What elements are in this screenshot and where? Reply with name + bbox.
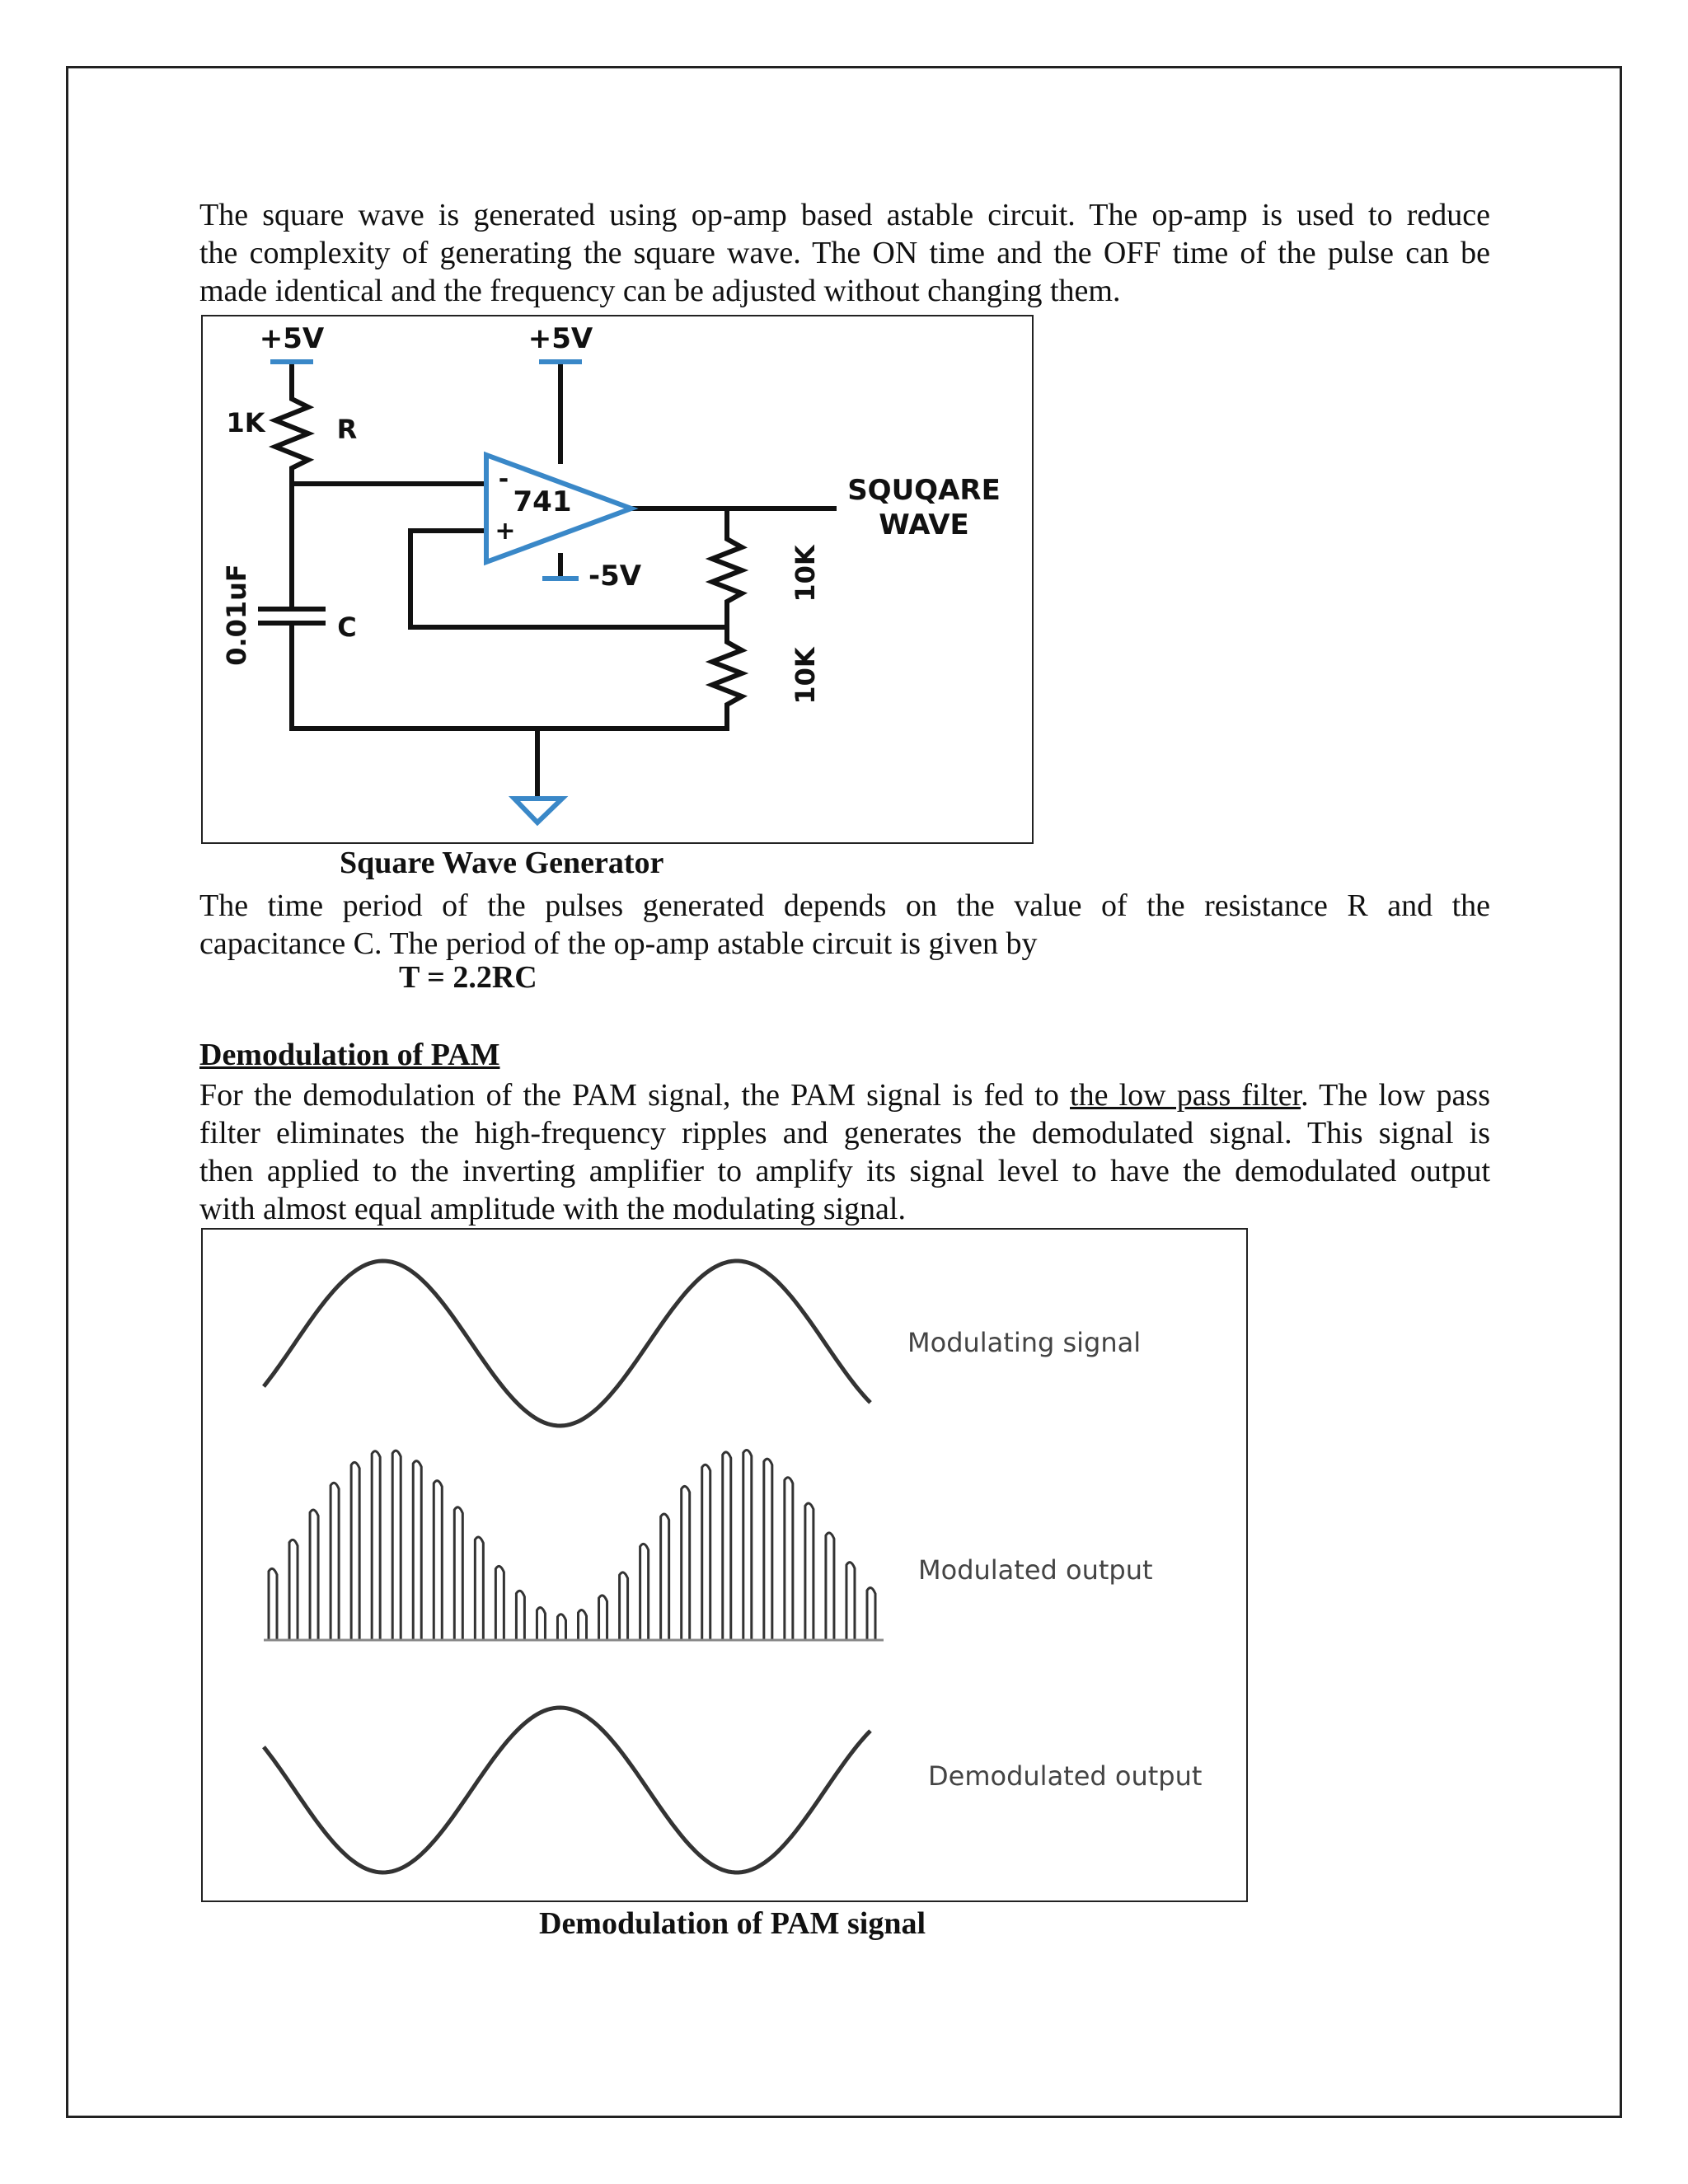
pam-pulse <box>743 1450 752 1640</box>
square-wave-generator-schematic <box>203 316 1032 842</box>
pam-waveforms <box>203 1230 1246 1900</box>
modulating-signal-wave <box>264 1261 870 1426</box>
waveform-caption: Demodulation of PAM signal <box>539 1906 926 1941</box>
waveform-figure <box>201 1228 1248 1902</box>
capacitor-value-label: 0.01uF <box>221 564 252 666</box>
pam-pulse <box>805 1503 814 1640</box>
pam-pulse <box>310 1510 318 1640</box>
circuit-figure <box>201 315 1034 844</box>
pam-pulse <box>351 1462 359 1640</box>
demod-line-1-end: . The low pass <box>1301 1078 1490 1113</box>
pam-pulse <box>599 1596 607 1640</box>
pam-pulse <box>557 1615 565 1640</box>
pam-pulse <box>867 1588 875 1640</box>
output-label-line-1: SQUQARE <box>847 474 1001 507</box>
pam-pulse <box>495 1566 504 1640</box>
demodulated-output-wave <box>264 1708 870 1872</box>
output-label-line-2: WAVE <box>879 509 969 541</box>
pam-pulse <box>413 1461 421 1640</box>
vcc-left-label: +5V <box>259 322 325 355</box>
pam-pulse <box>702 1465 710 1640</box>
pam-pulse <box>661 1514 669 1640</box>
resistor-bottom-value-label: 10K <box>790 647 821 705</box>
opamp-minus-sign: - <box>498 465 509 494</box>
pam-pulse <box>537 1608 545 1640</box>
intro-line-1: The square wave is generated using op-amp based astable circuit. The op-amp is used to reduce <box>199 198 1490 232</box>
resistor-value-label: 1K <box>226 407 265 438</box>
demodulated-output-label: Demodulated output <box>928 1760 1203 1792</box>
circuit-caption: Square Wave Generator <box>340 846 664 880</box>
modulating-signal-label: Modulating signal <box>907 1327 1142 1358</box>
period-formula: T = 2.2RC <box>399 960 537 995</box>
pam-pulse <box>785 1478 793 1640</box>
pam-pulse <box>723 1452 731 1640</box>
period-paragraph <box>199 887 1490 963</box>
pam-pulse <box>269 1568 277 1640</box>
pam-pulse <box>640 1544 649 1640</box>
pam-pulse <box>392 1451 401 1640</box>
period-line-2: capacitance C. The period of the op-amp astable circuit is given by <box>199 926 1038 961</box>
demod-line-1-start: For the demodulation of the PAM signal, the PAM signal is fed to <box>199 1078 1071 1113</box>
demod-line-2: filter eliminates the high-frequency ripples and generates the demodulated signal. This signal is <box>199 1116 1490 1151</box>
pam-pulse <box>331 1483 339 1640</box>
pam-pulse <box>475 1537 483 1640</box>
vcc-right-label: +5V <box>528 322 593 355</box>
resistor-top-value-label: 10K <box>790 545 821 602</box>
intro-line-3: made identical and the frequency can be adjusted without changing them. <box>199 274 1121 308</box>
demodulation-heading: Demodulation of PAM <box>199 1038 500 1072</box>
modulated-output-pulses <box>269 1450 875 1640</box>
period-line-1: The time period of the pulses generated depends on the value of the resistance R and the <box>199 888 1490 923</box>
intro-line-2: the complexity of generating the square wave. The ON time and the OFF time of the pulse can be <box>199 236 1490 270</box>
pam-pulse <box>434 1481 442 1640</box>
intro-paragraph <box>199 196 1490 310</box>
pam-pulse <box>826 1533 834 1640</box>
pam-pulse <box>579 1610 587 1640</box>
pam-pulse <box>682 1486 690 1640</box>
demod-line-3: then applied to the inverting amplifier to amplify its signal level to have the demodulated output <box>199 1154 1490 1188</box>
modulated-output-label: Modulated output <box>918 1554 1153 1586</box>
pam-pulse <box>764 1459 772 1640</box>
pam-pulse <box>289 1540 298 1640</box>
pam-pulse <box>372 1451 380 1640</box>
resistor-name-label: R <box>336 414 358 445</box>
low-pass-filter-link[interactable]: the low pass filter <box>1070 1078 1301 1113</box>
capacitor-name-label: C <box>337 612 357 643</box>
opamp-model-label: 741 <box>513 485 572 518</box>
pam-pulse <box>516 1591 524 1640</box>
neg-supply-label: -5V <box>588 560 642 593</box>
demod-line-4: with almost equal amplitude with the modulating signal. <box>199 1192 906 1226</box>
opamp-plus-sign: + <box>495 517 516 546</box>
pam-pulse <box>846 1563 855 1640</box>
demod-line-1 <box>199 1076 1490 1114</box>
pam-pulse <box>454 1507 462 1640</box>
pam-pulse <box>620 1572 628 1640</box>
demodulation-paragraph <box>199 1076 1490 1228</box>
